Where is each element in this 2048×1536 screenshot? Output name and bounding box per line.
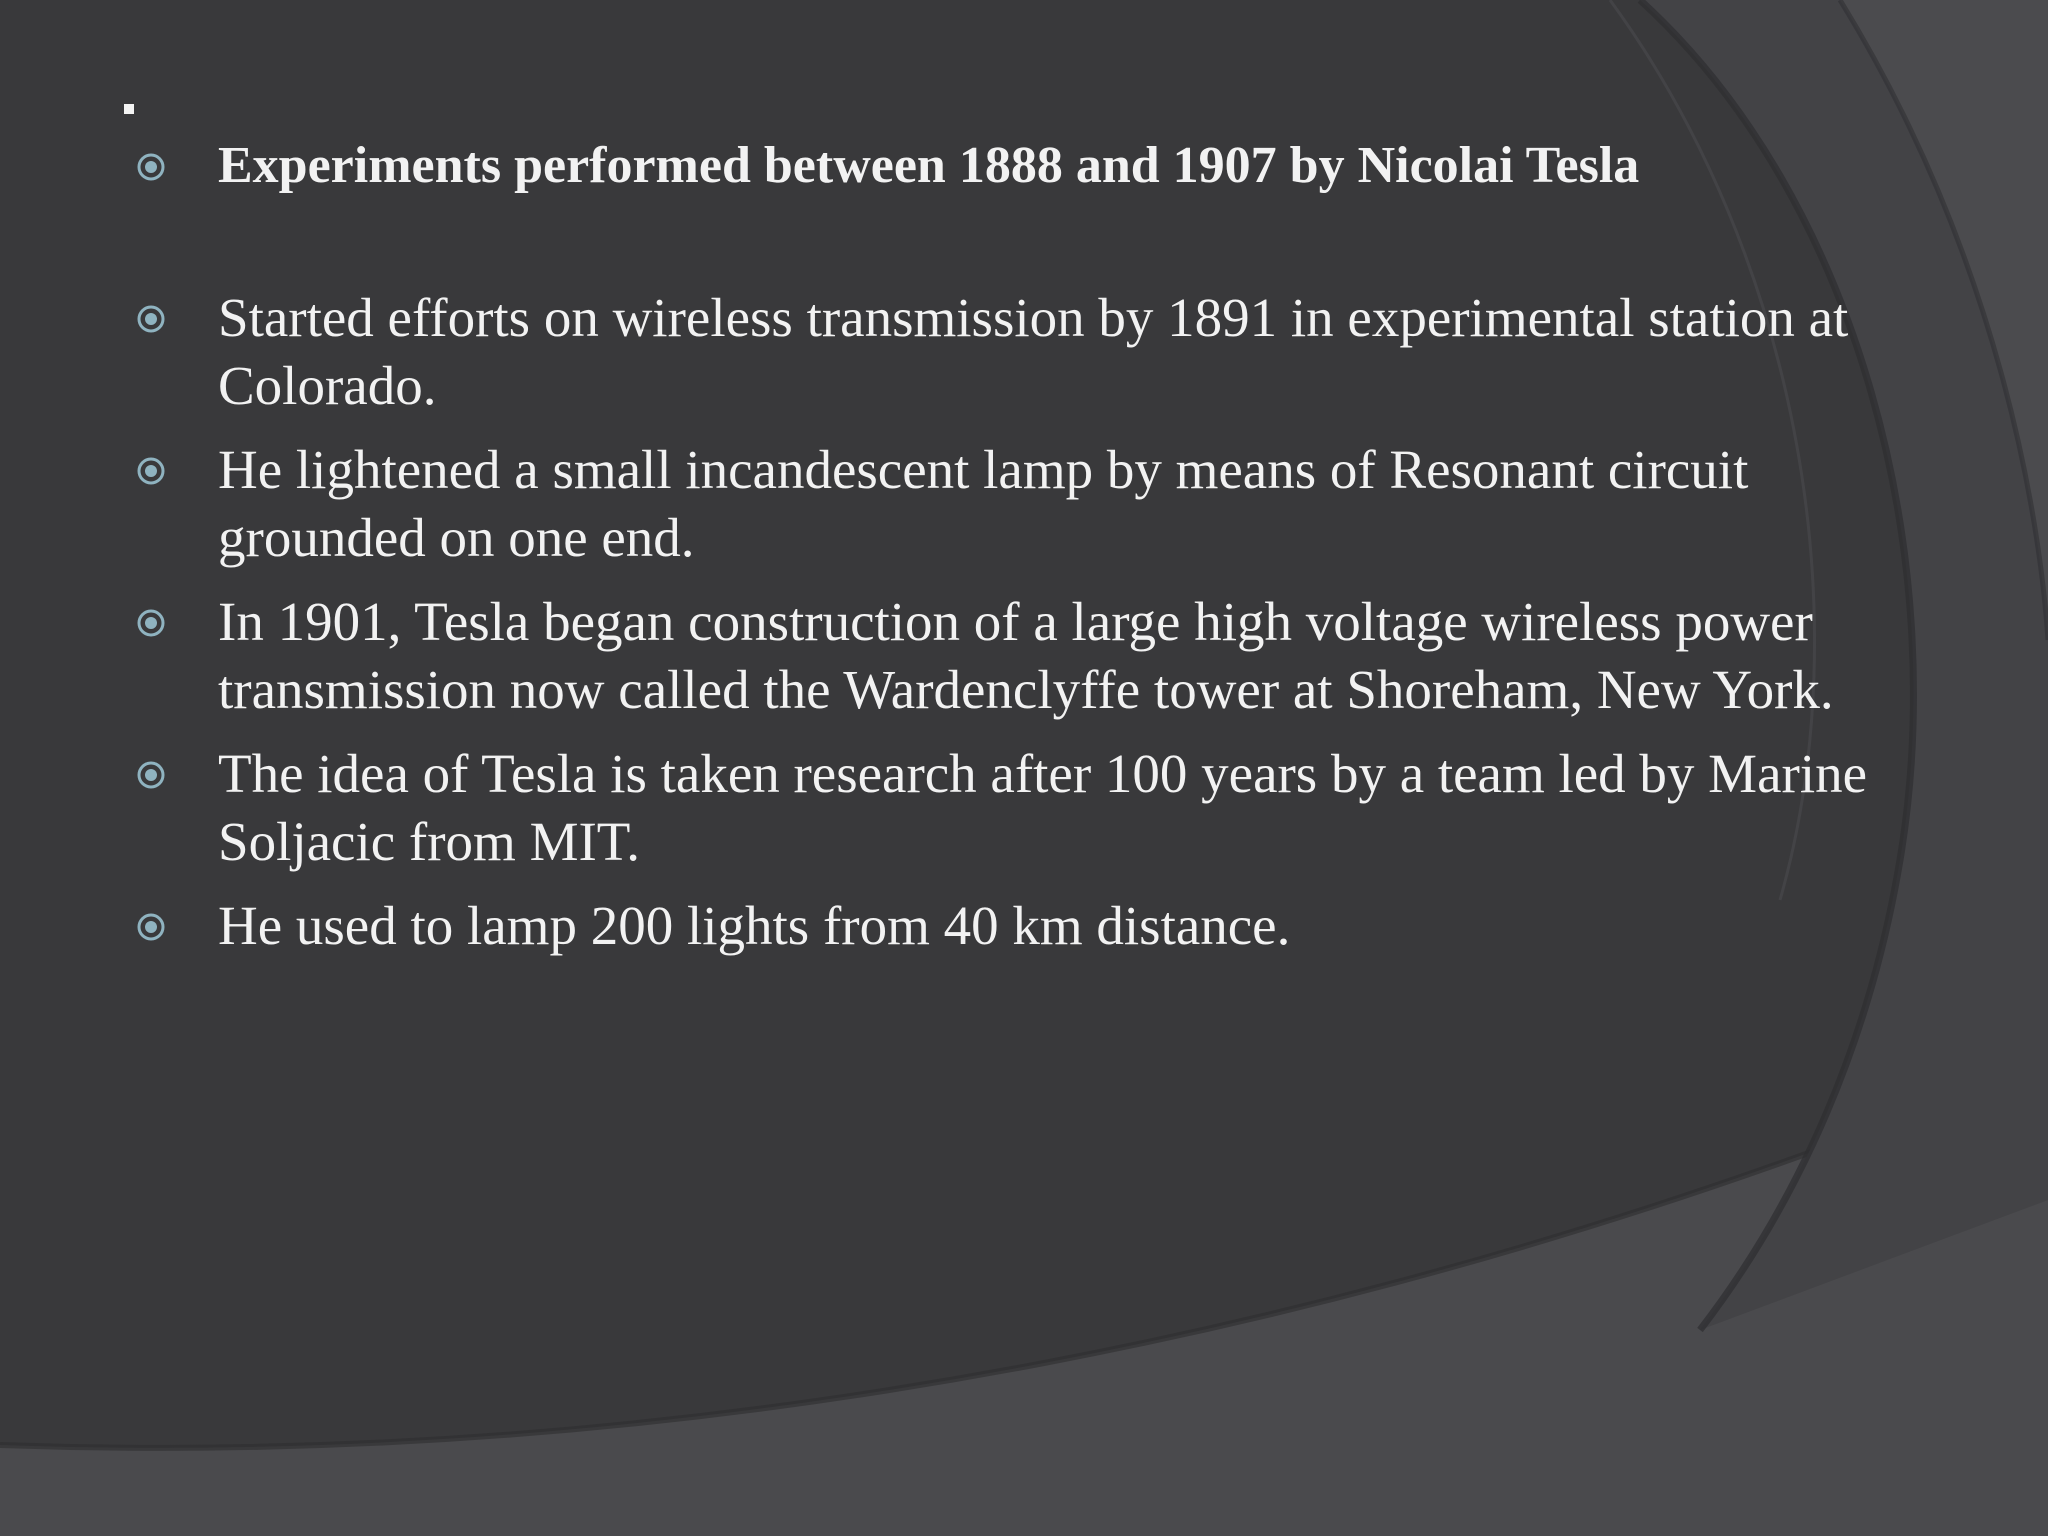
bullet-text: He lightened a small incandescent lamp by means of Resonant circuit grounded on one end. [218,439,1749,568]
circle-dot-icon [136,152,166,182]
bullet-item [130,130,1890,202]
circle-dot-icon [136,456,166,486]
circle-dot-icon [136,760,166,790]
bullet-list [130,130,1890,976]
bullet-text: In 1901, Tesla began construction of a large high voltage wireless power transmission now called the Wardenclyffe tower at Shoreham, New York. [218,591,1834,720]
bullet-text: The idea of Tesla is taken research after 100 years by a team led by Marine Soljacic from MIT. [218,743,1868,872]
bullet-item [130,284,1890,420]
square-marker-icon [124,104,134,114]
circle-dot-icon [136,912,166,942]
circle-dot-icon [136,304,166,334]
bullet-item [130,436,1890,572]
bullet-item [130,892,1890,960]
bullet-text: Started efforts on wireless transmission by 1891 in experimental station at Colorado. [218,287,1849,416]
bullet-item [130,740,1890,876]
bullet-text: Experiments performed between 1888 and 1907 by Nicolai Tesla [218,137,1640,194]
bullet-text: He used to lamp 200 lights from 40 km distance. [218,895,1291,956]
circle-dot-icon [136,608,166,638]
bullet-item [130,588,1890,724]
